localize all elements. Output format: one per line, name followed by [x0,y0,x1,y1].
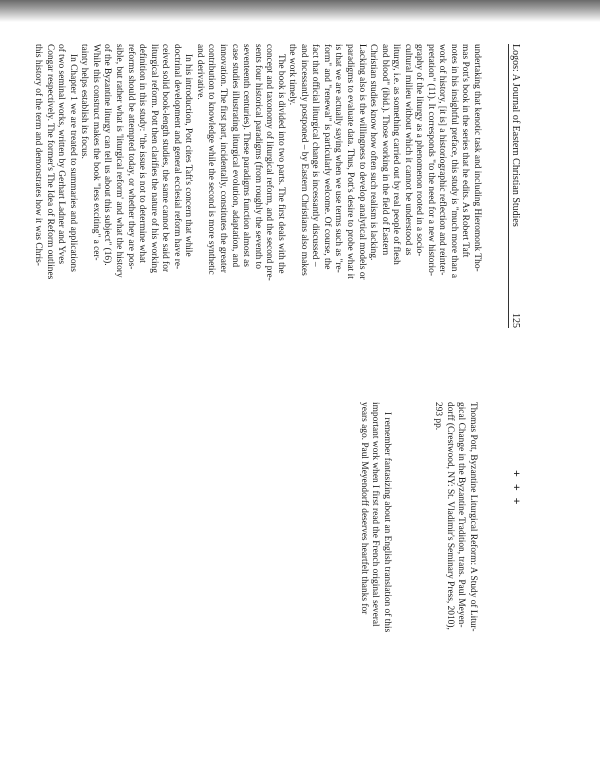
text-line: graphy of the liturgy as a phenomenon rooted in a socio- [414,44,425,257]
text-line: ceived solid book-length studies, the same cannot be said for [160,44,171,273]
text-line: The book is divided into two parts. The first deals with the [275,54,286,274]
page-header [508,44,524,328]
text-line: and blood" (ibid.). Those working in the field of Eastern [379,44,390,256]
text-line: mas Pott's book in the series that he edits. As Robert Taft [460,44,471,258]
text-line: of two seminal works, written by Gerhart Ladner and Yves [56,44,67,265]
text-line: reforms should be attempted today, or whether they are pos- [125,44,136,270]
page-number: 125 [510,313,521,328]
text-line: important work when I first read the French original several [370,402,381,627]
text-line: years ago. Paul Meyendorff deserves heartfelt thanks for [358,402,369,615]
book-citation [432,402,478,657]
citation-line: 293 pp. [433,402,444,431]
text-line: contribution to knowledge while the second is more synthetic [206,44,217,275]
text-line: undertaking that kenotic task and including Hieromonk Tho- [472,44,482,272]
text-line: pretation" (11). It corresponds "to the need for a new historio- [425,44,436,276]
text-line: and derivative. [194,44,205,100]
text-line: liturgical reform. Pott then clarifies the nature of his working [148,44,159,273]
citation-line: Thomas Pott, Byzantine Liturgical Reform: A Study of Litur- [468,402,478,632]
text-line: seventeenth centuries). These paradigms function almost as [241,44,252,267]
text-line: the work timely. [287,44,298,106]
text-line: sible, but rather what is 'liturgical reform' and what the history [114,44,125,278]
text-line: Congar respectively. The former's The Idea of Reform outlines [44,44,55,280]
section-separator: + + + [510,470,524,507]
text-line: While this construct makes the book "less exciting" a cer- [90,44,101,261]
body-text-column [32,44,482,324]
text-line: definition in this study: "the issue is not to determine what [137,44,148,263]
header-rule [508,44,509,328]
text-line: I remember fantasizing about an English translation of this [382,412,392,633]
text-line: this history of the term and demonstrates how it was Chris- [33,44,44,266]
text-line: Lacking also is the willingness to develop analytical models or [356,44,367,280]
text-line: notes in his insightful preface, this study is "much more than a [448,44,459,278]
text-line: sents four historical paradigms (from roughly the seventh to [252,44,263,269]
paragraph-2 [193,44,285,324]
text-line: work of history, [it is] a historiographic reflection and reinter- [437,44,448,276]
citation-line: gical Change in the Byzantine Tradition, trans. Paul Meyen- [456,402,467,628]
text-line: Christian studies know how often such realism is lacking. [368,44,379,261]
paragraph-4 [32,44,78,324]
text-line: fact that official liturgical change is incessantly discussed – [310,44,321,267]
text-line: concept and taxonomy of liturgical reform, and the second pre- [264,44,275,281]
text-line: is that we are actually saying when we use terms such as "re- [333,44,344,273]
citation-line: dorff (Crestwood, NY: St. Vladimir's Seminary Press, 2010), [444,402,455,630]
text-line: paradigms to evaluate data. Thus, Pott's desire to probe what it [344,44,355,279]
text-line: innovation. The first part, incidentally, constitutes the greater [217,44,228,273]
binding-shadow [0,0,600,22]
review-opening [357,402,392,657]
text-line: of the Byzantine liturgy can tell us about this subject" (16). [102,44,113,266]
paragraph-3 [78,44,193,324]
text-line: tainty helps establish its focus. [79,44,90,159]
text-line: In Chapter 1 we are treated to summaries and applications [67,54,78,272]
running-head: Logos: A Journal of Eastern Christian Studies [510,44,521,227]
text-line: form" and "renewal" is particularly welcome. Of course, the [321,44,332,270]
text-line: doctrinal development and general ecclesial reform have re- [171,44,182,270]
text-line: case studies illustrating liturgical evolution, adaptation, and [229,44,240,268]
paragraph-1 [286,44,482,324]
text-line: liturgy, i.e. as something carried out by real people of flesh [391,44,402,265]
text-line: In his introduction, Pott cites Taft's concern that while [183,54,194,257]
text-line: and incessantly postponed – by Eastern Christians also makes [298,44,309,276]
text-line: cultural milieu without which it cannot be understood as [402,44,413,256]
